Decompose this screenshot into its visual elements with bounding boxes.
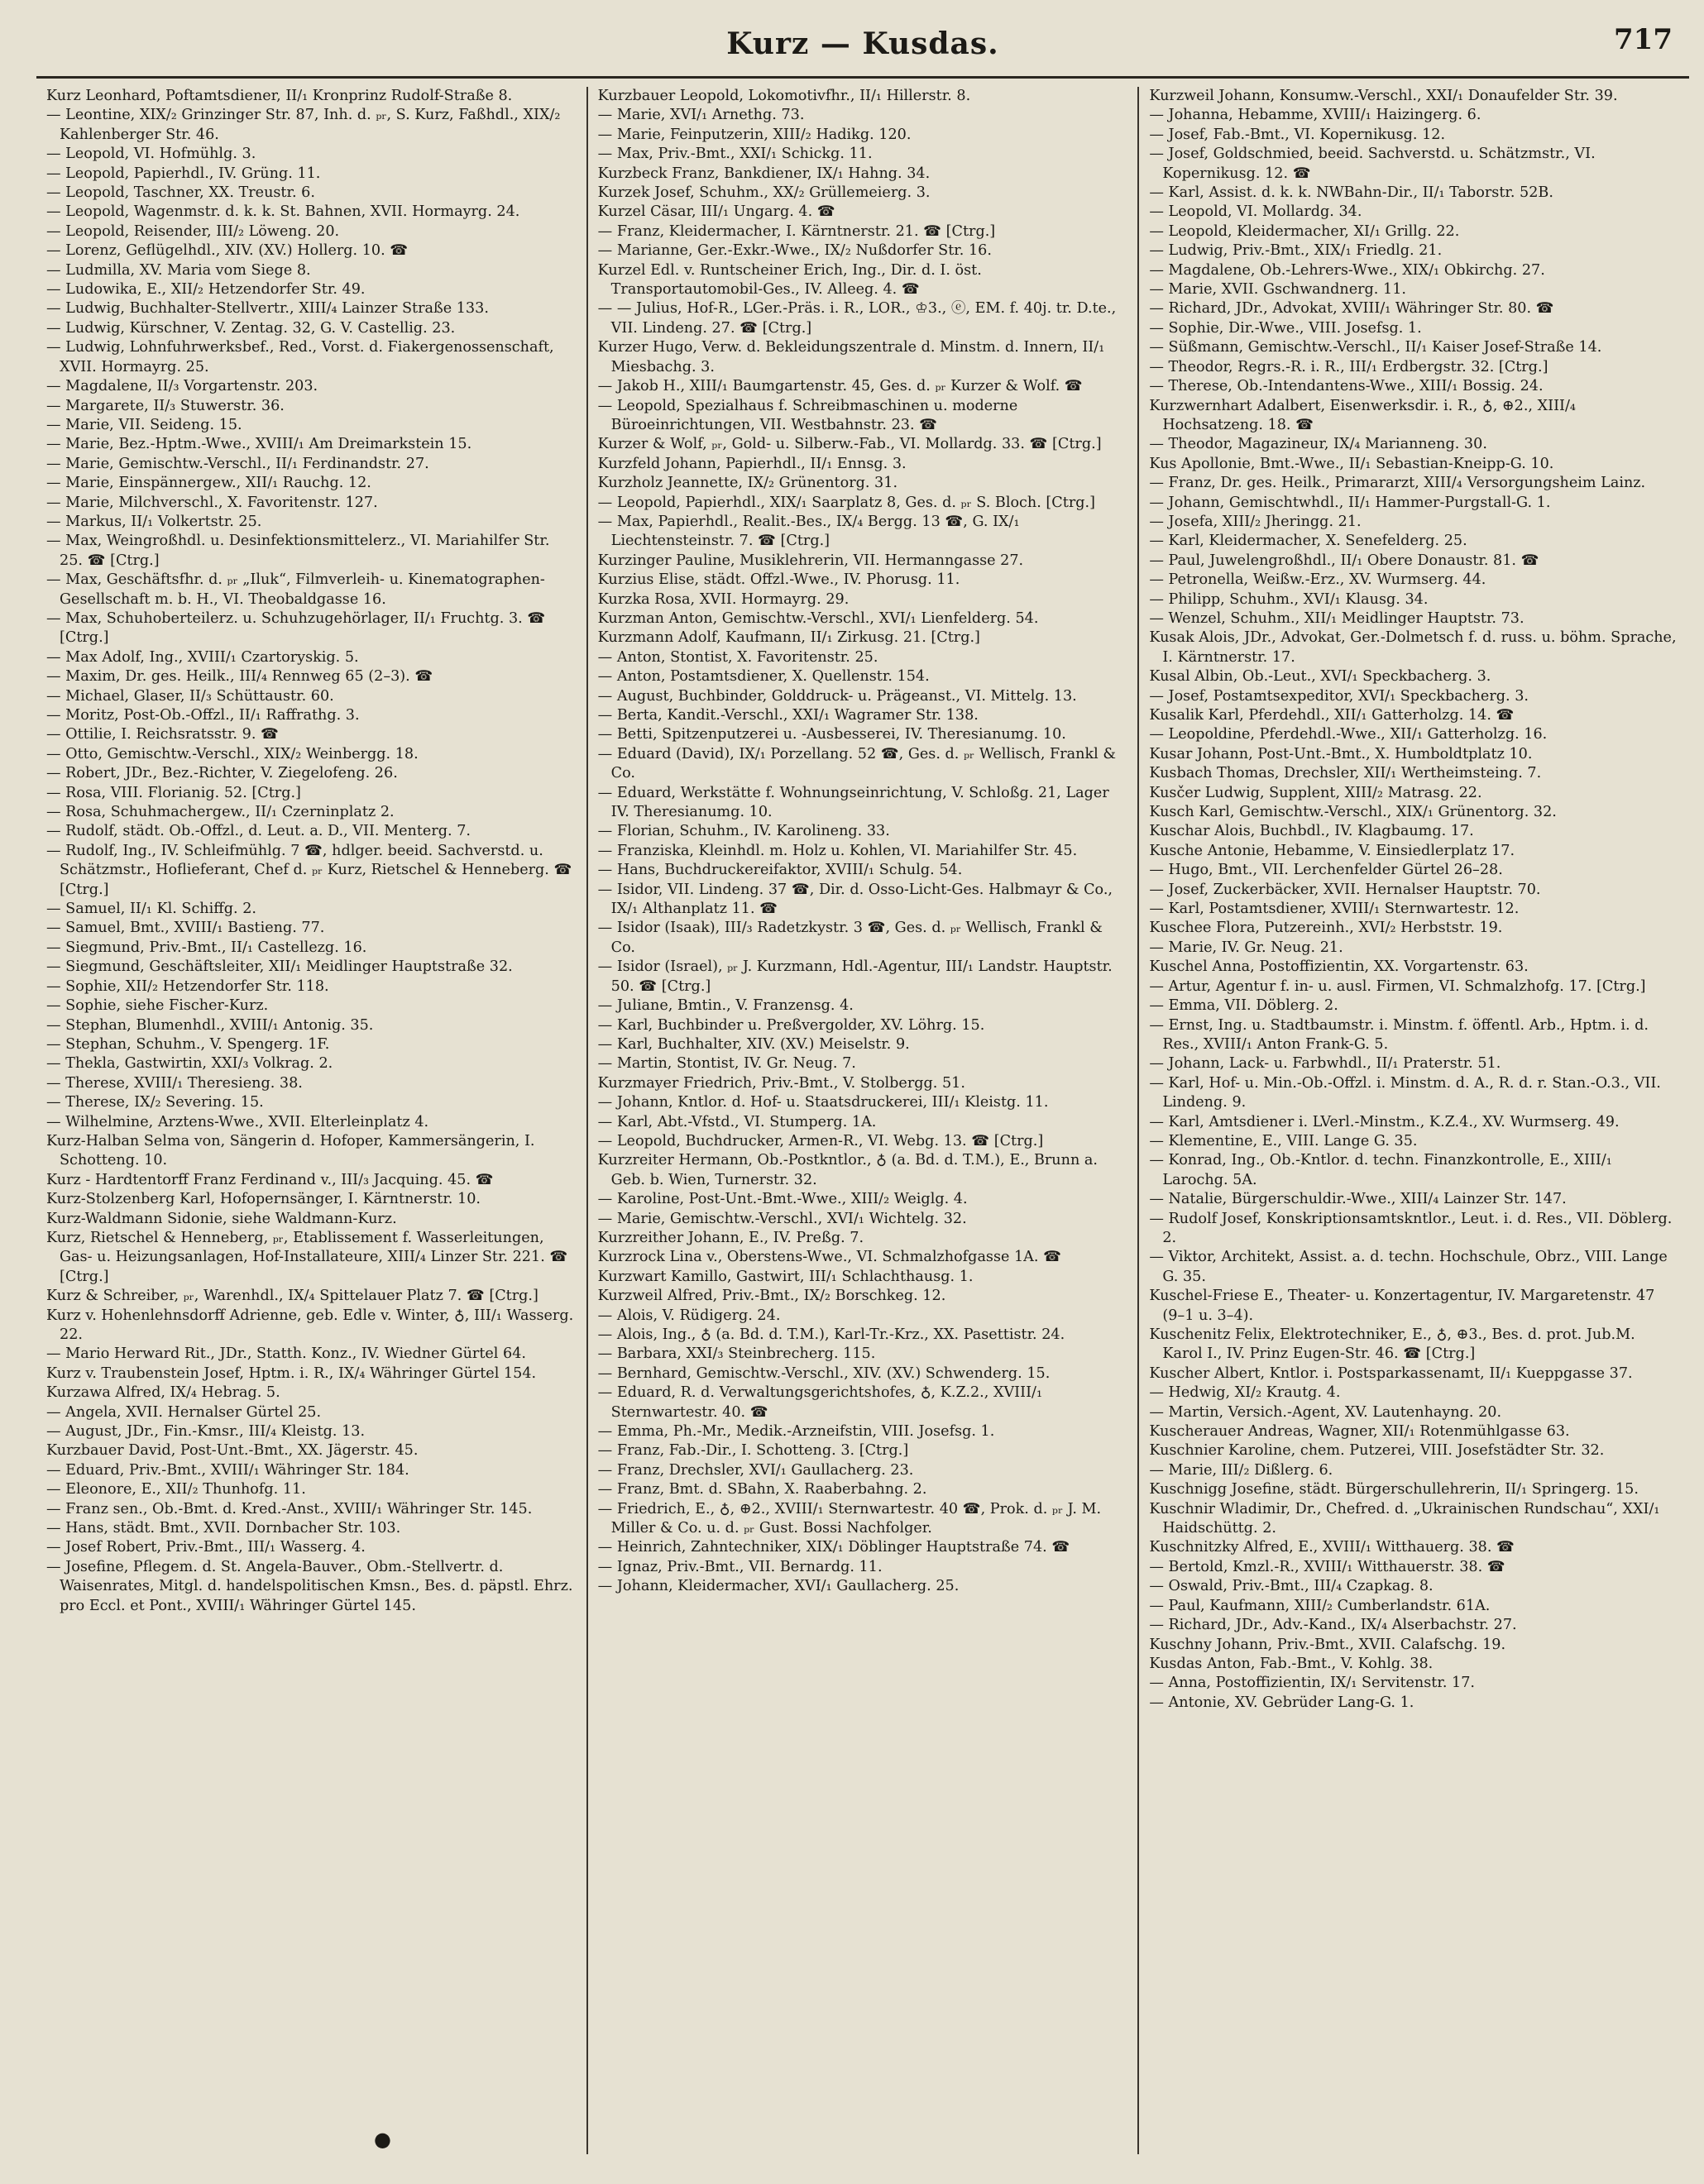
column-2	[586, 87, 1138, 2154]
directory-entry: Kurzbauer David, Post-Unt.-Bmt., XX. Jägerstr. 45.	[46, 1442, 419, 1460]
directory-entry: — Bertold, Kmzl.-R., XVIII/₁ Witthauerstr. 38. ☎	[1149, 1558, 1505, 1575]
directory-entry: — Leontine, XIX/₂ Grinzinger Str. 87, Inh. d. ₚᵣ, S. Kurz, Faßhdl., XIX/₂ Kahlenberger Str. 46.	[46, 107, 561, 143]
directory-entry: — Marie, Gemischtw.-Verschl., XVI/₁ Wichtelg. 32.	[597, 1210, 967, 1227]
directory-entry: Kusak Alois, JDr., Advokat, Ger.-Dolmetsch f. d. russ. u. böhm. Sprache, I. Kärntnerstr. 17.	[1149, 629, 1677, 666]
directory-entry: — Stephan, Blumenhdl., XVIII/₁ Antonig. 35.	[46, 1016, 374, 1034]
directory-entry: — Marie, III/₂ Dißlerg. 6.	[1149, 1461, 1333, 1479]
directory-entry: Kuschnir Wladimir, Dr., Chefred. d. „Ukrainischen Rundschau“, XXI/₁ Haidschüttg. 2.	[1149, 1500, 1660, 1537]
directory-entry: — Josef, Goldschmied, beeid. Sachverstd. u. Schätzmstr., VI. Kopernikusg. 12. ☎	[1149, 146, 1596, 182]
directory-entry: Kurzman Anton, Gemischtw.-Verschl., XVI/₁ Lienfelderg. 54.	[597, 609, 1039, 627]
directory-entry: — Siegmund, Priv.-Bmt., II/₁ Castellezg. 16.	[46, 939, 367, 956]
directory-entry: Kuscherauer Andreas, Wagner, XII/₁ Rotenmühlgasse 63.	[1149, 1423, 1570, 1441]
directory-entry: — Lorenz, Geflügelhdl., XIV. (XV.) Hollerg. 10. ☎	[46, 242, 409, 260]
directory-entry: Kuschnier Karoline, chem. Putzerei, VIII. Josefstädter Str. 32.	[1149, 1442, 1605, 1460]
directory-entry: — Otto, Gemischtw.-Verschl., XIX/₂ Weinbergg. 18.	[46, 745, 419, 762]
directory-entry: — Leopold, Spezialhaus f. Schreibmaschinen u. moderne Büroeinrichtungen, VII. Westbahnstr. 23. ☎	[597, 397, 1018, 433]
directory-entry: Kurzer & Wolf, ₚᵣ, Gold- u. Silberw.-Fab., VI. Mollardg. 33. ☎ [Ctrg.]	[597, 436, 1102, 453]
directory-entry: — Petronella, Weißw.-Erz., XV. Wurmserg. 44.	[1149, 571, 1486, 589]
directory-entry: — Richard, JDr., Advokat, XVIII/₁ Währinger Str. 80. ☎	[1149, 300, 1554, 318]
directory-entry: — Marie, Milchverschl., X. Favoritenstr. 127.	[46, 494, 378, 511]
directory-entry: — Karl, Hof- u. Min.-Ob.-Offzl. i. Minstm. d. A., R. d. r. Stan.-O.3., VII. Lindeng. 9.	[1149, 1074, 1661, 1111]
directory-entry: — Leopold, VI. Hofmühlg. 3.	[46, 146, 256, 163]
directory-entry: — Robert, JDr., Bez.-Richter, V. Ziegelofeng. 26.	[46, 765, 398, 782]
directory-entry: — Marie, VII. Seideng. 15.	[46, 416, 242, 433]
directory-entry: Kurzreiter Hermann, Ob.-Postkntlor., ♁ (a. Bd. d. T.M.), E., Brunn a. Geb. b. Wien, Turnerstr. 32.	[597, 1152, 1098, 1188]
directory-entry: — Max, Schuhoberteilerz. u. Schuhzugehörlager, II/₁ Fruchtg. 3. ☎ [Ctrg.]	[46, 609, 546, 647]
directory-entry: Kurzrock Lina v., Oberstens-Wwe., VI. Schmalzhofgasse 1A. ☎	[597, 1249, 1061, 1266]
directory-entry: — Franz, Drechsler, XVI/₁ Gaullacherg. 23.	[597, 1461, 914, 1479]
directory-entry: — Leopold, Reisender, III/₂ Löweng. 20.	[46, 222, 340, 240]
directory-entry: Kurzfeld Johann, Papierhdl., II/₁ Ennsg. 3.	[597, 455, 907, 472]
directory-entry: — Leopold, Kleidermacher, XI/₁ Grillg. 22.	[1149, 222, 1460, 240]
directory-entry: — Isidor (Isaak), III/₃ Radetzkystr. 3 ☎, Ges. d. ₚᵣ Wellisch, Frankl & Co.	[597, 920, 1103, 956]
directory-entry: — Marie, Einspännergew., XII/₁ Rauchg. 12.	[46, 475, 371, 492]
directory-entry: Kuschnitzky Alfred, E., XVIII/₁ Witthauerg. 38. ☎	[1149, 1539, 1515, 1556]
directory-entry: — Martin, Stontist, IV. Gr. Neug. 7.	[597, 1055, 856, 1073]
directory-entry: Kurzawa Alfred, IX/₄ Hebrag. 5.	[46, 1384, 280, 1402]
directory-entry: — Anna, Postoffizientin, IX/₁ Servitenstr. 17.	[1149, 1675, 1476, 1692]
directory-entry: Kusalik Karl, Pferdehdl., XII/₁ Gatterholzg. 14. ☎	[1149, 707, 1515, 724]
directory-entry: Kurz Leonhard, Poftamtsdiener, II/₁ Kronprinz Rudolf-Straße 8.	[46, 88, 513, 104]
directory-entry: — Hans, Buchdruckereifaktor, XVIII/₁ Schulg. 54.	[597, 862, 963, 879]
directory-entry: — Eduard, R. d. Verwaltungsgerichtshofes, ♁, K.Z.2., XVIII/₁ Sternwartestr. 40. ☎	[597, 1384, 1043, 1421]
directory-entry: Kurz, Rietschel & Henneberg, ₚᵣ, Etablissement f. Wasserleitungen, Gas- u. Heizungsanlagen, Hof-Installateure, XIII/₄ Linzer Str. 221. ☎ [Ctrg.]	[46, 1229, 568, 1285]
directory-entry: — Karl, Buchhalter, XIV. (XV.) Meiselstr. 9.	[597, 1035, 910, 1053]
directory-entry: — Alois, Ing., ♁ (a. Bd. d. T.M.), Karl-Tr.-Krz., XX. Pasettistr. 24.	[597, 1326, 1065, 1343]
directory-entry: — Marie, Gemischtw.-Verschl., II/₁ Ferdinandstr. 27.	[46, 455, 429, 472]
directory-entry: — Konrad, Ing., Ob.-Kntlor. d. techn. Finanzkontrolle, E., XIII/₁ Larochg. 5A.	[1149, 1152, 1612, 1188]
directory-entry: — Leopoldine, Pferdehdl.-Wwe., XII/₁ Gatterholzg. 16.	[1149, 726, 1548, 743]
directory-entry: Kus Apollonie, Bmt.-Wwe., II/₁ Sebastian-Kneipp-G. 10.	[1149, 455, 1554, 472]
directory-entry: — Rudolf, Ing., IV. Schleifmühlg. 7 ☎, hdlger. beeid. Sachverstd. u. Schätzmstr., Hoflieferant, Chef d. ₚᵣ Kurz, Rietschel & Henneberg. ☎ [Ctrg.]	[46, 842, 572, 898]
directory-entry: — Leopold, VI. Mollardg. 34.	[1149, 203, 1362, 221]
directory-entry: Kurzbauer Leopold, Lokomotivfhr., II/₁ Hillerstr. 8.	[597, 88, 971, 104]
directory-entry: — Josef, Postamtsexpeditor, XVI/₁ Speckbacherg. 3.	[1149, 687, 1529, 705]
directory-entry: — Sophie, siehe Fischer-Kurz.	[46, 997, 269, 1015]
directory-entry: — Johann, Kleidermacher, XVI/₁ Gaullacherg. 25.	[597, 1578, 960, 1595]
directory-entry: Kurz-Stolzenberg Karl, Hofopernsänger, I. Kärntnerstr. 10.	[46, 1191, 481, 1208]
directory-entry: — Max, Papierhdl., Realit.-Bes., IX/₄ Bergg. 13 ☎, G. IX/₁ Liechtensteinstr. 7. ☎ [Ctrg.]	[597, 513, 1020, 550]
directory-entry: Kurzmann Adolf, Kaufmann, II/₁ Zirkusg. 21. [Ctrg.]	[597, 629, 980, 647]
directory-entry: Kuschenitz Felix, Elektrotechniker, E., ♁, ⊕3., Bes. d. prot. Jub.M. Karol I., IV. Prinz Eugen-Str. 46. ☎ [Ctrg.]	[1149, 1326, 1635, 1363]
directory-entry: — Artur, Agentur f. in- u. ausl. Firmen, VI. Schmalzhofg. 17. [Ctrg.]	[1149, 977, 1646, 995]
directory-entry: — Margarete, II/₃ Stuwerstr. 36.	[46, 397, 285, 414]
directory-columns	[36, 87, 1689, 2154]
directory-entry: Kurzel Cäsar, III/₁ Ungarg. 4. ☎	[597, 203, 835, 221]
directory-entry: — Samuel, Bmt., XVIII/₁ Bastieng. 77.	[46, 920, 325, 937]
directory-entry: — Bernhard, Gemischtw.-Verschl., XIV. (XV.) Schwenderg. 15.	[597, 1364, 1051, 1382]
directory-entry: — Johann, Lack- u. Farbwhdl., II/₁ Praterstr. 51.	[1149, 1055, 1501, 1073]
directory-entry: — Antonie, XV. Gebrüder Lang-G. 1.	[1149, 1694, 1414, 1711]
directory-entry: — Oswald, Priv.-Bmt., III/₄ Czapkag. 8.	[1149, 1578, 1434, 1595]
directory-entry: Kurzek Josef, Schuhm., XX/₂ Grüllemeierg. 3.	[597, 184, 931, 202]
directory-entry: — Emma, Ph.-Mr., Medik.-Arzneifstin, VIII. Josefsg. 1.	[597, 1423, 995, 1441]
directory-entry: — Florian, Schuhm., IV. Karolineng. 33.	[597, 823, 890, 840]
directory-entry: — Karl, Amtsdiener i. LVerl.-Minstm., K.Z.4., XV. Wurmserg. 49.	[1149, 1113, 1620, 1130]
directory-entry: — Johann, Gemischtwhdl., II/₁ Hammer-Purgstall-G. 1.	[1149, 494, 1551, 511]
directory-entry: Kurzius Elise, städt. Offzl.-Wwe., IV. Phorusg. 11.	[597, 571, 960, 589]
directory-entry: Kuschel Anna, Postoffizientin, XX. Vorgartenstr. 63.	[1149, 958, 1529, 976]
directory-entry: Kurzweil Alfred, Priv.-Bmt., IX/₂ Borschkeg. 12.	[597, 1288, 946, 1305]
directory-entry: Kuschny Johann, Priv.-Bmt., XVII. Calafschg. 19.	[1149, 1636, 1506, 1653]
directory-entry: — Ludmilla, XV. Maria vom Siege 8.	[46, 261, 311, 279]
directory-entry: Kuschel-Friese E., Theater- u. Konzertagentur, IV. Margaretenstr. 47 (9–1 u. 3–4).	[1149, 1288, 1655, 1324]
directory-entry: Kurz-Halban Selma von, Sängerin d. Hofoper, Kammersängerin, I. Schotteng. 10.	[46, 1132, 535, 1169]
directory-entry: — Franziska, Kleinhdl. m. Holz u. Kohlen, VI. Mariahilfer Str. 45.	[597, 842, 1078, 859]
directory-entry: Kurz & Schreiber, ₚᵣ, Warenhdl., IX/₄ Spittelauer Platz 7. ☎ [Ctrg.]	[46, 1288, 538, 1305]
directory-entry: — Marie, XVI/₁ Arnethg. 73.	[597, 107, 805, 124]
directory-entry: — Emma, VII. Döblerg. 2.	[1149, 997, 1338, 1015]
footer-mark: ●	[374, 2128, 391, 2151]
directory-entry: Kurzbeck Franz, Bankdiener, IX/₁ Hahng. 34.	[597, 165, 931, 182]
page-number: 717	[1614, 23, 1673, 56]
directory-entry: — Marie, Bez.-Hptm.-Wwe., XVIII/₁ Am Dreimarkstein 15.	[46, 436, 472, 453]
directory-entry: — Leopold, Wagenmstr. d. k. k. St. Bahnen, XVII. Hormayrg. 24.	[46, 203, 520, 221]
directory-entry: — Siegmund, Geschäftsleiter, XII/₁ Meidlinger Hauptstraße 32.	[46, 958, 513, 976]
directory-entry: — Max Adolf, Ing., XVIII/₁ Czartoryskig. 5.	[46, 648, 359, 666]
directory-entry: — Josef Robert, Priv.-Bmt., III/₁ Wasserg. 4.	[46, 1539, 366, 1556]
directory-entry: Kurzweil Johann, Konsumw.-Verschl., XXI/₁ Donaufelder Str. 39.	[1149, 88, 1618, 104]
directory-entry: — Barbara, XXI/₃ Steinbrecherg. 115.	[597, 1345, 876, 1363]
directory-entry: — Moritz, Post-Ob.-Offzl., II/₁ Raffrathg. 3.	[46, 707, 360, 724]
directory-entry: — Anton, Postamtsdiener, X. Quellenstr. 154.	[597, 668, 930, 686]
directory-entry: — Max, Geschäftsfhr. d. ₚᵣ „Iluk“, Filmverleih- u. Kinematographen-Gesellschaft m. b. H., VI. Theobaldgasse 16.	[46, 571, 545, 608]
directory-entry: — Jakob H., XIII/₁ Baumgartenstr. 45, Ges. d. ₚᵣ Kurzer & Wolf. ☎	[597, 378, 1083, 395]
directory-entry: — — Julius, Hof-R., LGer.-Präs. i. R., LOR., ♔3., ⓔ, EM. f. 40j. tr. D.te., VII. Lindeng. 27. ☎ [Ctrg.]	[597, 300, 1117, 337]
directory-entry: — Juliane, Bmtin., V. Franzensg. 4.	[597, 997, 854, 1015]
directory-entry: — Philipp, Schuhm., XVI/₁ Klausg. 34.	[1149, 590, 1429, 608]
directory-entry: — Franz, Dr. ges. Heilk., Primararzt, XIII/₄ Versorgungsheim Lainz.	[1149, 475, 1646, 492]
directory-entry: — Ottilie, I. Reichsratsstr. 9. ☎	[46, 726, 279, 743]
directory-entry: — Eduard (David), IX/₁ Porzellang. 52 ☎, Ges. d. ₚᵣ Wellisch, Frankl & Co.	[597, 745, 1117, 782]
directory-entry: — Leopold, Papierhdl., IV. Grüng. 11.	[46, 165, 321, 182]
directory-entry: — Ludwig, Buchhalter-Stellvertr., XIII/₄ Lainzer Straße 133.	[46, 300, 489, 318]
directory-entry: — Josefine, Pflegem. d. St. Angela-Bauver., Obm.-Stellvertr. d. Waisenrates, Mitgl. d. handelspolitischen Kmsn., Bes. d. päpstl. Ehrz. pro Eccl. et Pont., XVIII/₁ Währinger Gürtel 145.	[46, 1558, 573, 1614]
directory-entry: — Magdalene, II/₃ Vorgartenstr. 203.	[46, 378, 318, 395]
page-title: Kurz — Kusdas.	[726, 26, 999, 61]
directory-entry: — Sophie, XII/₂ Hetzendorfer Str. 118.	[46, 977, 329, 995]
directory-entry: Kuschnigg Josefine, städt. Bürgerschullehrerin, II/₁ Springerg. 15.	[1149, 1481, 1639, 1498]
directory-entry: — Paul, Juwelengroßhdl., II/₁ Obere Donaustr. 81. ☎	[1149, 552, 1539, 569]
directory-entry: — Wilhelmine, Arztens-Wwe., XVII. Elterleinplatz 4.	[46, 1113, 429, 1130]
directory-entry: — Alois, V. Rüdigerg. 24.	[597, 1307, 781, 1324]
directory-entry: — Betti, Spitzenputzerei u. -Ausbesserei, IV. Theresianumg. 10.	[597, 726, 1066, 743]
directory-entry: — Rudolf, städt. Ob.-Offzl., d. Leut. a. D., VII. Menterg. 7.	[46, 823, 471, 840]
directory-entry: Kusal Albin, Ob.-Leut., XVI/₁ Speckbacherg. 3.	[1149, 668, 1491, 686]
directory-entry: — Johanna, Hebamme, XVIII/₁ Haizingerg. 6.	[1149, 107, 1481, 124]
directory-entry: Kusdas Anton, Fab.-Bmt., V. Kohlg. 38.	[1149, 1655, 1434, 1672]
directory-entry: — Mario Herward Rit., JDr., Statth. Konz., IV. Wiedner Gürtel 64.	[46, 1345, 526, 1363]
directory-entry: — Marie, XVII. Gschwandnerg. 11.	[1149, 281, 1406, 299]
directory-entry: Kurzka Rosa, XVII. Hormayrg. 29.	[597, 590, 850, 608]
directory-entry: — Paul, Kaufmann, XIII/₂ Cumberlandstr. 61A.	[1149, 1597, 1491, 1614]
directory-entry: — Ludwig, Priv.-Bmt., XIX/₁ Friedlg. 21.	[1149, 242, 1443, 260]
directory-entry: Kurzreither Johann, E., IV. Preßg. 7.	[597, 1229, 864, 1246]
directory-entry: — Josef, Fab.-Bmt., VI. Kopernikusg. 12.	[1149, 126, 1446, 143]
directory-entry: — Samuel, II/₁ Kl. Schiffg. 2.	[46, 901, 256, 918]
column-3	[1137, 87, 1689, 2154]
directory-entry: — Maxim, Dr. ges. Heilk., III/₄ Rennweg 65 (2–3). ☎	[46, 668, 433, 686]
directory-entry: Kusčer Ludwig, Supplent, XIII/₂ Matrasg. 22.	[1149, 784, 1482, 801]
directory-entry: Kusar Johann, Post-Unt.-Bmt., X. Humboldtplatz 10.	[1149, 745, 1533, 762]
directory-entry: — Josef, Zuckerbäcker, XVII. Hernalser Hauptstr. 70.	[1149, 881, 1541, 898]
directory-entry: Kurzwart Kamillo, Gastwirt, III/₁ Schlachthausg. 1.	[597, 1268, 974, 1285]
directory-entry: Kurz v. Traubenstein Josef, Hptm. i. R., IX/₄ Währinger Gürtel 154.	[46, 1364, 537, 1382]
directory-entry: — Ignaz, Priv.-Bmt., VII. Bernardg. 11.	[597, 1558, 883, 1575]
directory-entry: — Karl, Postamtsdiener, XVIII/₁ Sternwartestr. 12.	[1149, 901, 1520, 918]
directory-entry: — Eduard, Priv.-Bmt., XVIII/₁ Währinger Str. 184.	[46, 1461, 409, 1479]
directory-entry: — Michael, Glaser, II/₃ Schüttaustr. 60.	[46, 687, 334, 705]
directory-entry: Kusbach Thomas, Drechsler, XII/₁ Wertheimsteing. 7.	[1149, 765, 1542, 782]
directory-entry: — Eduard, Werkstätte f. Wohnungseinrichtung, V. Schloßg. 21, Lager IV. Theresianumg. 10.	[597, 784, 1109, 821]
directory-entry: Kurz - Hardtentorff Franz Ferdinand v., III/₃ Jacquing. 45. ☎	[46, 1171, 494, 1188]
directory-entry: — Heinrich, Zahntechniker, XIX/₁ Döblinger Hauptstraße 74. ☎	[597, 1539, 1070, 1556]
directory-entry: — Friedrich, E., ♁, ⊕2., XVIII/₁ Sternwartestr. 40 ☎, Prok. d. ₚᵣ J. M. Miller & Co. u. d. ₚᵣ Gust. Bossi Nachfolger.	[597, 1500, 1102, 1537]
directory-entry: — Therese, XVIII/₁ Theresieng. 38.	[46, 1074, 303, 1092]
directory-entry: — Sophie, Dir.-Wwe., VIII. Josefsg. 1.	[1149, 319, 1422, 337]
directory-entry: — Wenzel, Schuhm., XII/₁ Meidlinger Hauptstr. 73.	[1149, 609, 1525, 627]
directory-entry: — Ludwig, Lohnfuhrwerksbef., Red., Vorst. d. Fiakergenossenschaft, XVII. Hormayrg. 25.	[46, 339, 554, 375]
directory-entry: — Hedwig, XI/₂ Krautg. 4.	[1149, 1384, 1341, 1402]
directory-entry: — Thekla, Gastwirtin, XXI/₃ Volkrag. 2.	[46, 1055, 333, 1073]
directory-entry: — Rudolf Josef, Konskriptionsamtskntlor., Leut. i. d. Res., VII. Döblerg. 2.	[1149, 1210, 1673, 1246]
directory-entry: Kurzholz Jeannette, IX/₂ Grünentorg. 31.	[597, 475, 898, 492]
directory-entry: — Isidor, VII. Lindeng. 37 ☎, Dir. d. Osso-Licht-Ges. Halbmayr & Co., IX/₁ Althanplatz 11. ☎	[597, 881, 1113, 918]
directory-entry: — Leopold, Buchdrucker, Armen-R., VI. Webg. 13. ☎ [Ctrg.]	[597, 1132, 1044, 1149]
directory-entry: — Franz, Bmt. d. SBahn, X. Raaberbahng. 2.	[597, 1481, 927, 1498]
directory-entry: — Klementine, E., VIII. Lange G. 35.	[1149, 1132, 1418, 1149]
directory-entry: — Markus, II/₁ Volkertstr. 25.	[46, 513, 262, 530]
directory-entry: — Franz, Kleidermacher, I. Kärntnerstr. 21. ☎ [Ctrg.]	[597, 222, 996, 240]
directory-entry: — Franz, Fab.-Dir., I. Schotteng. 3. [Ctrg.]	[597, 1442, 909, 1460]
directory-entry: — Natalie, Bürgerschuldir.-Wwe., XIII/₄ Lainzer Str. 147.	[1149, 1191, 1567, 1208]
directory-entry: — Max, Priv.-Bmt., XXI/₁ Schickg. 11.	[597, 146, 873, 163]
directory-entry: — Karl, Buchbinder u. Preßvergolder, XV. Löhrg. 15.	[597, 1016, 985, 1034]
directory-entry: Kuschar Alois, Buchbdl., IV. Klagbaumg. 17.	[1149, 823, 1474, 840]
directory-entry: — Marie, IV. Gr. Neug. 21.	[1149, 939, 1343, 956]
directory-entry: Kurzinger Pauline, Musiklehrerin, VII. Hermanngasse 27.	[597, 552, 1024, 569]
directory-entry: — Theodor, Magazineur, IX/₄ Marianneng. 30.	[1149, 436, 1487, 453]
directory-entry: — Hugo, Bmt., VII. Lerchenfelder Gürtel 26–28.	[1149, 862, 1503, 879]
directory-entry: — Ernst, Ing. u. Stadtbaumstr. i. Minstm. f. öffentl. Arb., Hptm. i. d. Res., XVIII/₁ Anton Frank-G. 5.	[1149, 1016, 1649, 1053]
directory-entry: Kurzmayer Friedrich, Priv.-Bmt., V. Stolbergg. 51.	[597, 1074, 965, 1092]
directory-entry: — Stephan, Schuhm., V. Spengerg. 1F.	[46, 1035, 330, 1053]
directory-entry: Kuscher Albert, Kntlor. i. Postsparkassenamt, II/₁ Kueppgasse 37.	[1149, 1364, 1633, 1382]
directory-entry: — Eleonore, E., XII/₂ Thunhofg. 11.	[46, 1481, 306, 1498]
directory-entry: — Karl, Abt.-Vfstd., VI. Stumperg. 1A.	[597, 1113, 877, 1130]
column-1	[36, 87, 586, 2154]
directory-entry: — August, Buchbinder, Golddruck- u. Prägeanst., VI. Mittelg. 13.	[597, 687, 1077, 705]
directory-entry: Kusch Karl, Gemischtw.-Verschl., XIX/₁ Grünentorg. 32.	[1149, 804, 1557, 821]
directory-entry: — Marie, Feinputzerin, XIII/₂ Hadikg. 120.	[597, 126, 912, 143]
directory-entry: — Leopold, Papierhdl., XIX/₁ Saarplatz 8, Ges. d. ₚᵣ S. Bloch. [Ctrg.]	[597, 494, 1095, 511]
directory-entry: — Ludowika, E., XII/₂ Hetzendorfer Str. 49.	[46, 281, 366, 299]
directory-entry: — Martin, Versich.-Agent, XV. Lautenhayng. 20.	[1149, 1403, 1502, 1421]
directory-entry: — Karl, Assist. d. k. k. NWBahn-Dir., II/₁ Taborstr. 52B.	[1149, 184, 1553, 202]
page-header	[36, 12, 1689, 79]
directory-entry: — Therese, IX/₂ Severing. 15.	[46, 1094, 264, 1111]
directory-entry: Kuschee Flora, Putzereinh., XVI/₂ Herbststr. 19.	[1149, 920, 1503, 937]
directory-entry: Kurzer Hugo, Verw. d. Bekleidungszentrale d. Minstm. d. Innern, II/₁ Miesbachg. 3.	[597, 339, 1105, 375]
directory-entry: — Rosa, VIII. Florianig. 52. [Ctrg.]	[46, 784, 301, 801]
directory-entry: — Viktor, Architekt, Assist. a. d. techn. Hochschule, Obrz., VIII. Lange G. 35.	[1149, 1249, 1668, 1285]
directory-entry: Kurz-Waldmann Sidonie, siehe Waldmann-Kurz.	[46, 1210, 397, 1227]
directory-entry: — Hans, städt. Bmt., XVII. Dornbacher Str. 103.	[46, 1520, 401, 1537]
directory-entry: Kusche Antonie, Hebamme, V. Einsiedlerplatz 17.	[1149, 842, 1515, 859]
directory-entry: — Rosa, Schuhmachergew., II/₁ Czerninplatz 2.	[46, 804, 395, 821]
directory-entry: — Johann, Kntlor. d. Hof- u. Staatsdruckerei, III/₁ Kleistg. 11.	[597, 1094, 1049, 1111]
directory-entry: — Isidor (Israel), ₚᵣ J. Kurzmann, Hdl.-Agentur, III/₁ Landstr. Hauptstr. 50. ☎ [Ctrg.]	[597, 958, 1113, 995]
directory-entry: — Franz sen., Ob.-Bmt. d. Kred.-Anst., XVIII/₁ Währinger Str. 145.	[46, 1500, 533, 1517]
directory-entry: — Therese, Ob.-Intendantens-Wwe., XIII/₁ Bossig. 24.	[1149, 378, 1544, 395]
directory-entry: — Ludwig, Kürschner, V. Zentag. 32, G. V. Castellig. 23.	[46, 319, 456, 337]
directory-entry: — Leopold, Taschner, XX. Treustr. 6.	[46, 184, 315, 202]
directory-entry: Kurz v. Hohenlehnsdorff Adrienne, geb. Edle v. Winter, ♁, III/₁ Wasserg. 22.	[46, 1307, 574, 1343]
directory-entry: — Karl, Kleidermacher, X. Senefelderg. 25.	[1149, 533, 1467, 550]
directory-entry: — Magdalene, Ob.-Lehrers-Wwe., XIX/₁ Obkirchg. 27.	[1149, 261, 1545, 279]
directory-entry: — August, JDr., Fin.-Kmsr., III/₄ Kleistg. 13.	[46, 1423, 366, 1441]
directory-entry: Kurzwernhart Adalbert, Eisenwerksdir. i. R., ♁, ⊕2., XIII/₄ Hochsatzeng. 18. ☎	[1149, 397, 1576, 433]
directory-entry: — Max, Weingroßhdl. u. Desinfektionsmittelerz., VI. Mariahilfer Str. 25. ☎ [Ctrg.]	[46, 533, 550, 569]
directory-entry: — Süßmann, Gemischtw.-Verschl., II/₁ Kaiser Josef-Straße 14.	[1149, 339, 1602, 356]
directory-entry: — Josefa, XIII/₂ Jheringg. 21.	[1149, 513, 1362, 530]
directory-entry: — Anton, Stontist, X. Favoritenstr. 25.	[597, 648, 878, 666]
directory-entry: — Theodor, Regrs.-R. i. R., III/₁ Erdbergstr. 32. [Ctrg.]	[1149, 358, 1548, 375]
directory-entry: — Karoline, Post-Unt.-Bmt.-Wwe., XIII/₂ Weiglg. 4.	[597, 1191, 968, 1208]
directory-entry: Kurzel Edl. v. Runtscheiner Erich, Ing., Dir. d. I. öst. Transportautomobil-Ges., IV. Alleeg. 4. ☎	[597, 261, 982, 299]
directory-entry: — Berta, Kandit.-Verschl., XXI/₁ Wagramer Str. 138.	[597, 707, 979, 724]
directory-entry: — Angela, XVII. Hernalser Gürtel 25.	[46, 1403, 322, 1421]
directory-entry: — Marianne, Ger.-Exkr.-Wwe., IX/₂ Nußdorfer Str. 16.	[597, 242, 992, 260]
directory-entry: — Richard, JDr., Adv.-Kand., IX/₄ Alserbachstr. 27.	[1149, 1617, 1517, 1634]
